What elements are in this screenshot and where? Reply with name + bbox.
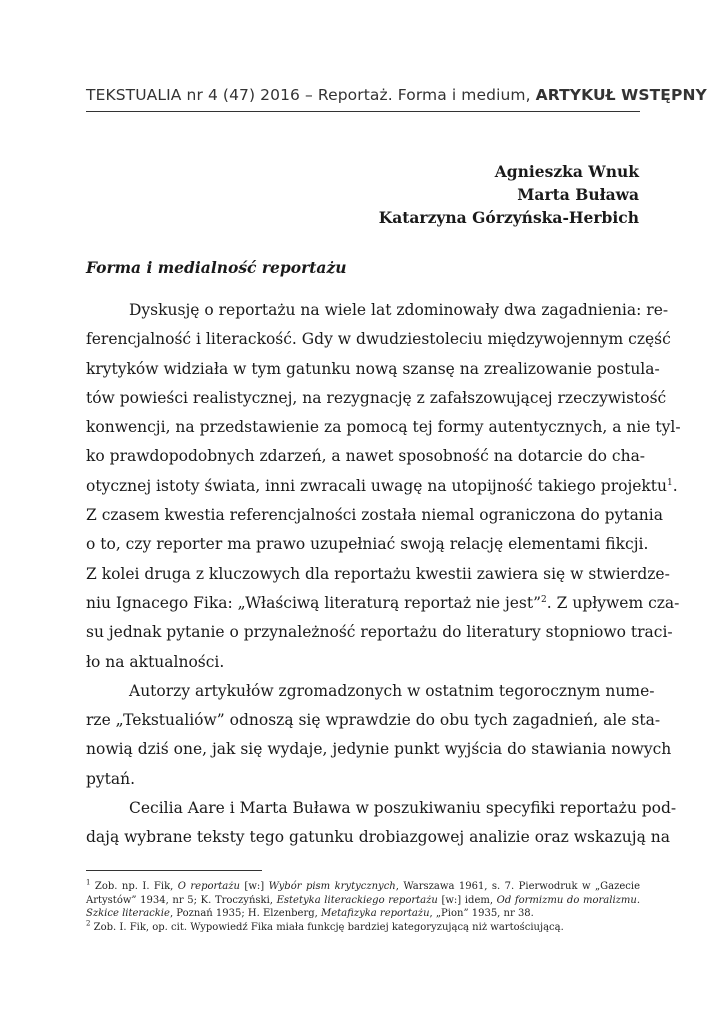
text-line: su jednak pytanie o przynależność reportażu do literatury stopniowo traci- — [86, 623, 673, 642]
text-line: Z czasem kwestia referencjalności została niemal ograniczona do pytania — [86, 506, 663, 525]
footnote-title: O reportażu — [177, 881, 240, 892]
text-line: ferencjalność i literackość. Gdy w dwudziestoleciu międzywojennym część — [86, 330, 671, 349]
footnote-text: , Poznań 1935; H. Elzenberg, — [169, 908, 321, 919]
text-line-content: otycznej istoty świata, inni zwracali uwagę na utopijność takiego projektu — [86, 476, 668, 495]
footnote-title: Metafizyka reportażu — [321, 908, 430, 919]
footnote-title: Od formizmu do moralizmu. — [496, 894, 641, 906]
footnote-title: Wybór pism krytycznych — [268, 881, 396, 892]
article-title: Forma i medialność reportażu — [86, 258, 347, 277]
text-line: Cecilia Aare i Marta Buława w poszukiwaniu specyfiki reportażu pod- — [129, 799, 677, 818]
footnote-ref-2[interactable]: 2 — [541, 594, 547, 605]
footnote-text: Zob. np. I. Fik, — [94, 881, 178, 892]
section-label: ARTYKUŁ WSTĘPNY — [535, 86, 707, 104]
footnote-title: Estetyka literackiego reportażu — [276, 894, 438, 906]
author-name: Agnieszka Wnuk — [494, 162, 639, 181]
text-line: otycznej istoty świata, inni zwracali uwagę na utopijność takiego projektu$^1$. — [86, 476, 678, 495]
footnote-ref-1[interactable]: 1 — [667, 477, 673, 488]
footnote-divider — [86, 870, 262, 871]
footnote-title: Szkice literackie — [86, 908, 170, 919]
journal-info: TEKSTUALIA nr 4 (47) 2016 – Reportaż. Forma i medium, — [86, 86, 531, 104]
footnote-text: [w:] idem, — [437, 894, 497, 906]
footnote-2 — [86, 921, 640, 935]
footnote-text: [w:] — [239, 881, 269, 892]
footnote-text: Zob. I. Fik, op. cit. Wypowiedź Fika miała funkcję bardziej kategoryzującą niż wartościującą. — [93, 921, 564, 933]
footnote-1-cont — [86, 894, 640, 908]
text-line-tail: . Z upływem cza- — [546, 593, 680, 612]
text-line: ko prawdopodobnych zdarzeń, a nawet sposobność na dotarcie do cha- — [86, 447, 646, 466]
author-name: Katarzyna Górzyńska-Herbich — [378, 208, 639, 227]
running-head — [86, 86, 707, 104]
text-line: Dyskusję o reportażu na wiele lat zdominowały dwa zagadnienia: re- — [129, 301, 669, 319]
text-line: ło na aktualności. — [86, 652, 225, 671]
footnote-text: , Warszawa 1961, s. 7. Pierwodruk w „Gazecie — [395, 881, 641, 892]
footnotes — [86, 880, 640, 934]
article-body — [86, 296, 681, 853]
text-line: Z kolei druga z kluczowych dla reportażu kwestii zawiera się w stwierdze- — [86, 564, 670, 583]
footnote-mark: 1 — [86, 878, 91, 887]
author-name: Marta Buława — [517, 185, 639, 204]
text-line-content: niu Ignacego Fika: „Właściwą literaturą reportaż nie jest” — [86, 593, 542, 612]
text-line — [86, 589, 680, 618]
text-line: krytyków widziała w tym gatunku nową szansę na zrealizowanie postula- — [86, 359, 660, 378]
footnote-text: , „Pion” 1935, nr 38. — [429, 908, 534, 919]
author-list — [379, 160, 639, 229]
text-line: tów powieści realistycznej, na rezygnację z zafałszowującej rzeczywistość — [86, 388, 667, 407]
text-line: o to, czy reporter ma prawo uzupełniać swoją relację elementami fikcji. — [86, 535, 649, 554]
footnote-1-cont — [86, 907, 640, 921]
text-line: rze „Tekstualiów” odnoszą się wprawdzie do obu tych zagadnień, ale sta- — [86, 711, 661, 730]
text-line: konwencji, na przedstawienie za pomocą tej formy autentycznych, a nie tyl- — [86, 418, 681, 437]
text-line: pytań. — [86, 769, 136, 788]
text-line: Autorzy artykułów zgromadzonych w ostatnim tegorocznym nume- — [129, 681, 655, 700]
header-divider — [86, 111, 640, 112]
footnote-mark: 2 — [86, 919, 91, 928]
footnote-text: Artystów” 1934, nr 5; K. Troczyński, — [86, 894, 277, 906]
text-line: dają wybrane teksty tego gatunku drobiazgowej analizie oraz wskazują na — [86, 828, 670, 847]
text-line: nowią dziś one, jak się wydaje, jedynie punkt wyjścia do stawiania nowych — [86, 740, 672, 759]
footnote-1 — [86, 880, 640, 894]
